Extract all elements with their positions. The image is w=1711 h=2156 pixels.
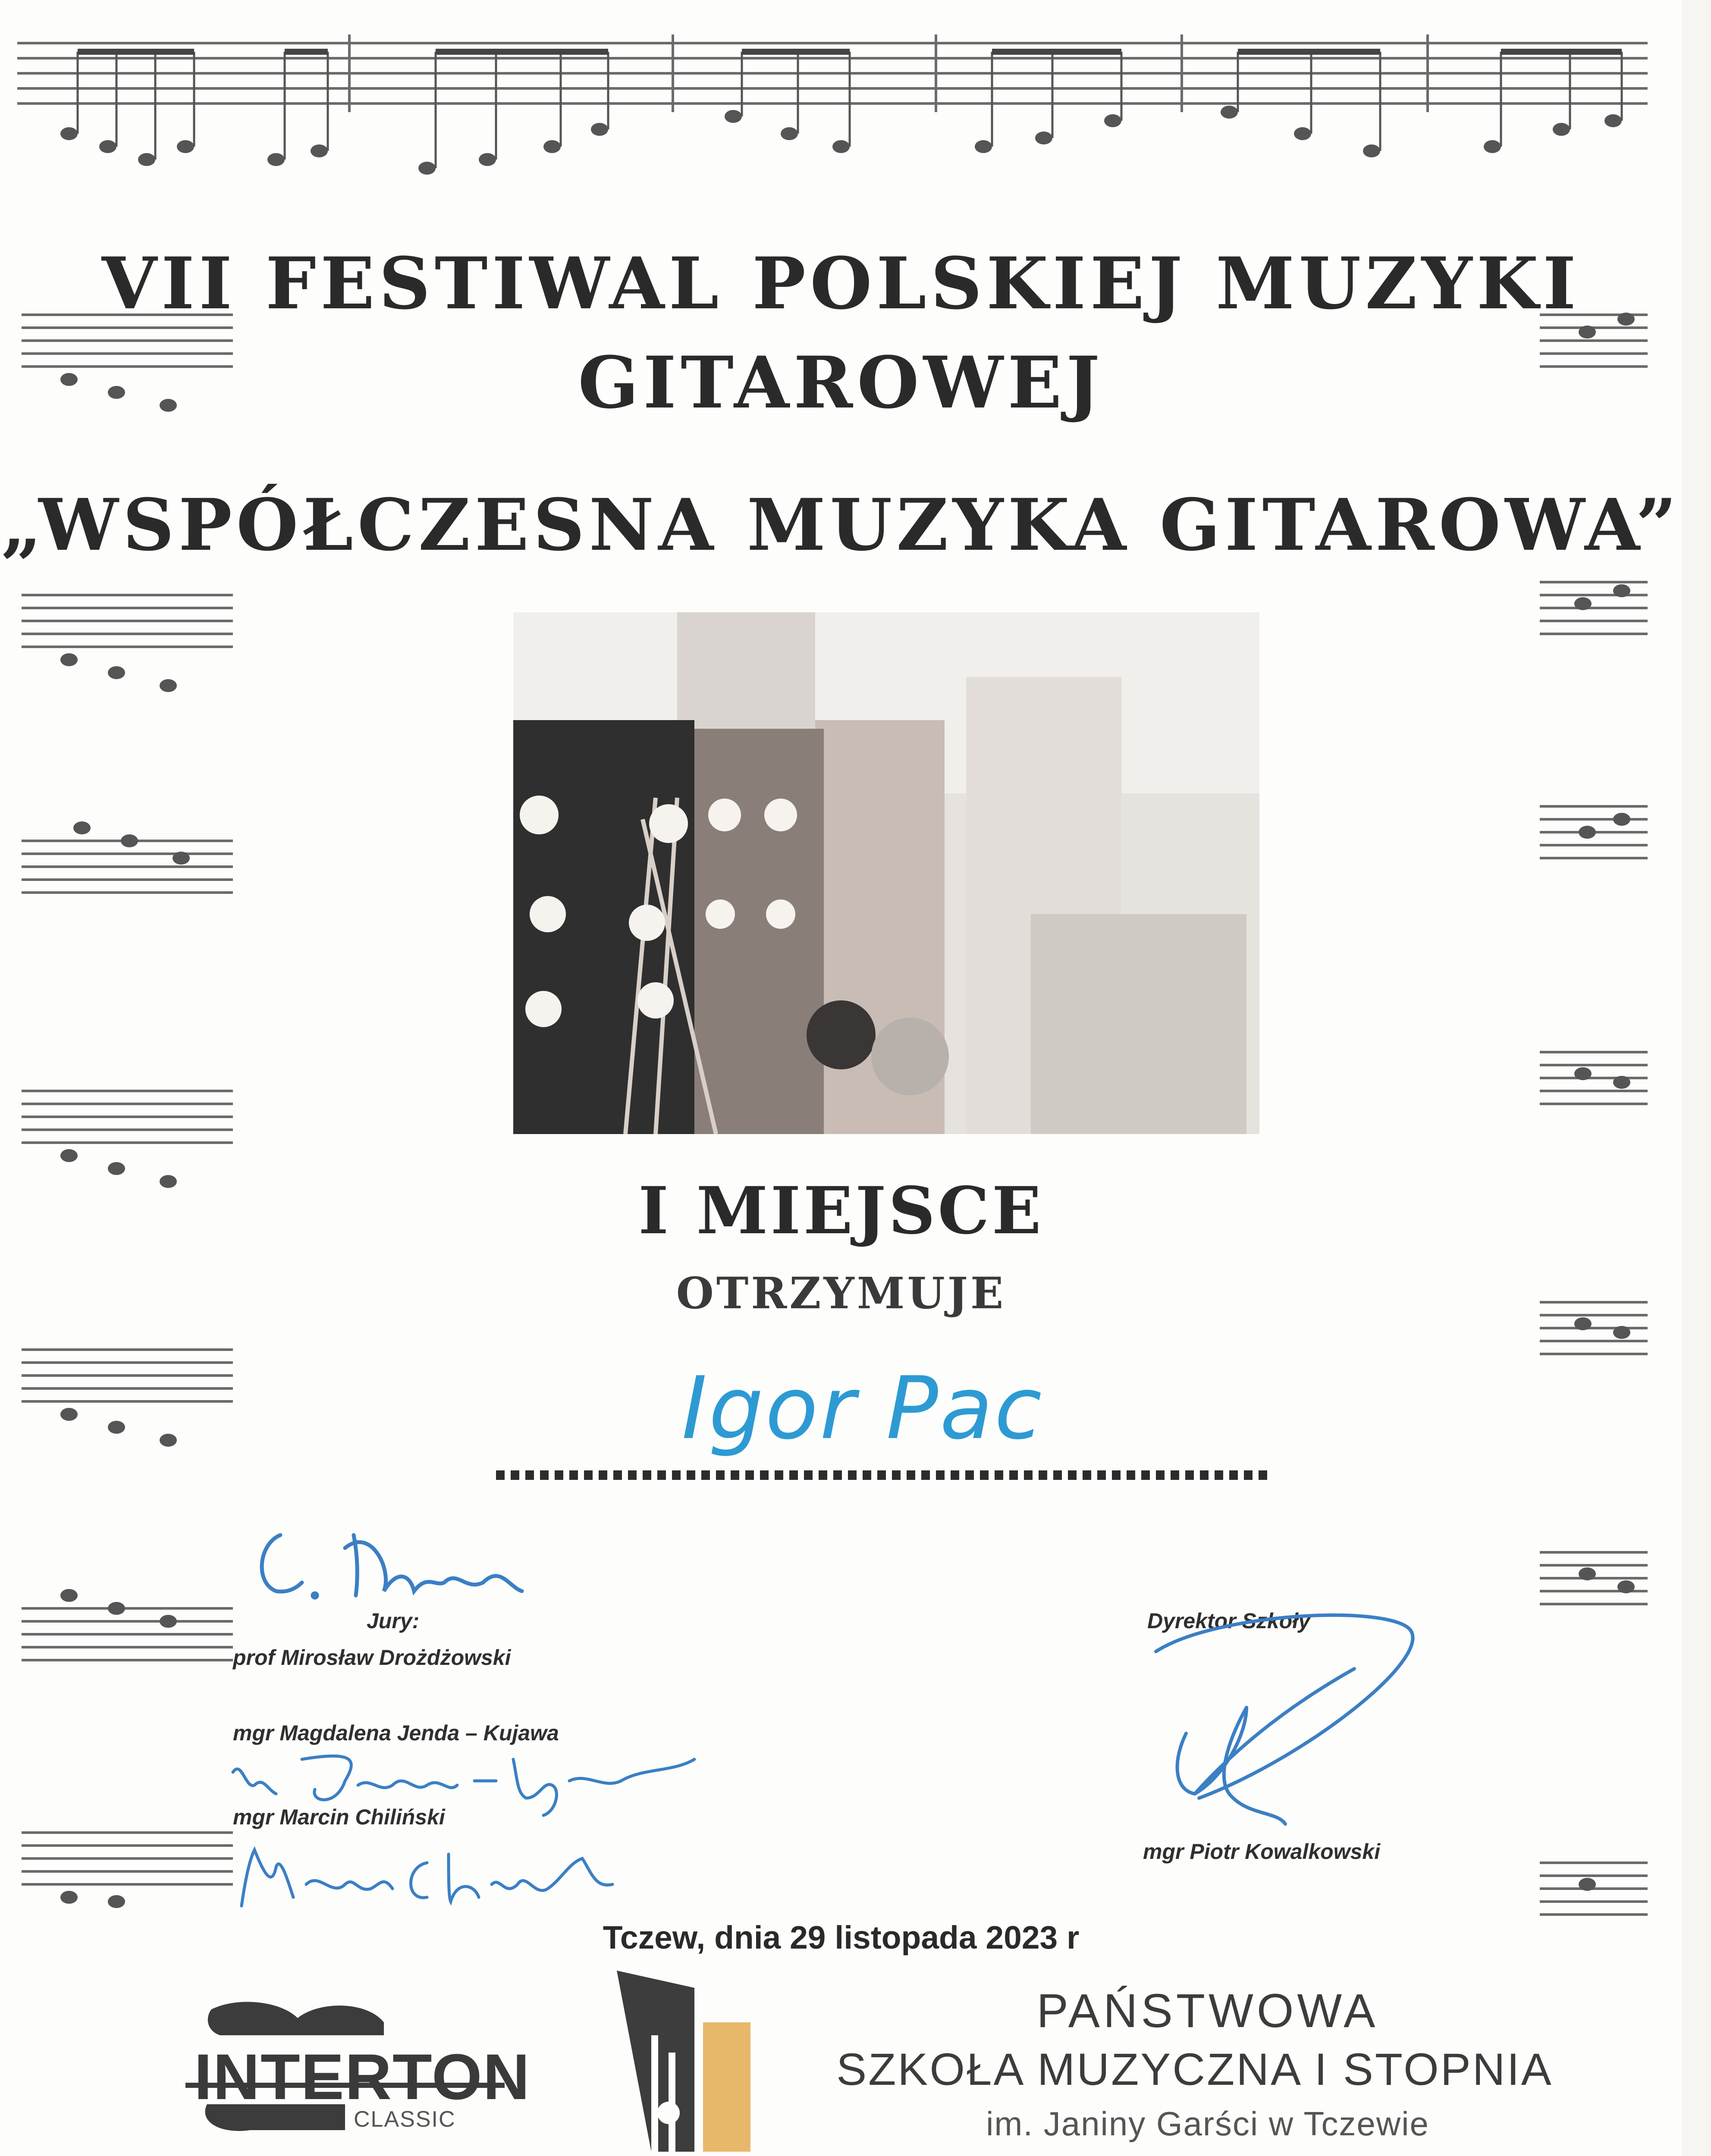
interton-wordmark: INTERTON (194, 2040, 531, 2113)
director-name: mgr Piotr Kowalkowski (1143, 1839, 1381, 1864)
festival-title-line-1: VII FESTIWAL POLSKIEJ MUZYKI (101, 241, 1581, 325)
jury-member-3: mgr Marcin Chiliński (233, 1805, 445, 1829)
school-name-line-1: PAŃSTWOWA (1036, 1984, 1379, 2037)
interton-logo (181, 1992, 531, 2139)
director-signature (1130, 1595, 1441, 1839)
award-receives-label: OTRZYMUJE (676, 1268, 1006, 1319)
date-line: Tczew, dnia 29 listopada 2023 r (603, 1919, 1080, 1955)
recipient-name: Igor Pac (681, 1358, 1044, 1459)
festival-subtitle: „WSPÓŁCZESNA MUZYKA GITAROWA” (1, 483, 1681, 567)
school-logo-emblem (617, 1971, 759, 2152)
interton-subtitle: CLASSIC (354, 2107, 456, 2132)
jury-member-1: prof Mirosław Drożdżowski (233, 1645, 511, 1670)
jury-label: Jury: (367, 1609, 420, 1633)
recipient-dotted-line (496, 1470, 1272, 1480)
jury-signature-3 (224, 1833, 656, 1921)
director-label: Dyrektor Szkoły (1147, 1609, 1310, 1633)
festival-title-line-2: GITAROWEJ (578, 341, 1104, 424)
guitar-photo (513, 612, 1259, 1134)
jury-member-2: mgr Magdalena Jenda – Kujawa (233, 1721, 559, 1745)
jury-signature-1 (242, 1518, 552, 1614)
school-name-line-2: SZKOŁA MUZYCZNA I STOPNIA (836, 2044, 1553, 2095)
award-place: I MIEJSCE (638, 1173, 1044, 1249)
music-notation-top-border (17, 17, 1648, 198)
school-name-line-3: im. Janiny Garści w Tczewie (986, 2105, 1429, 2143)
